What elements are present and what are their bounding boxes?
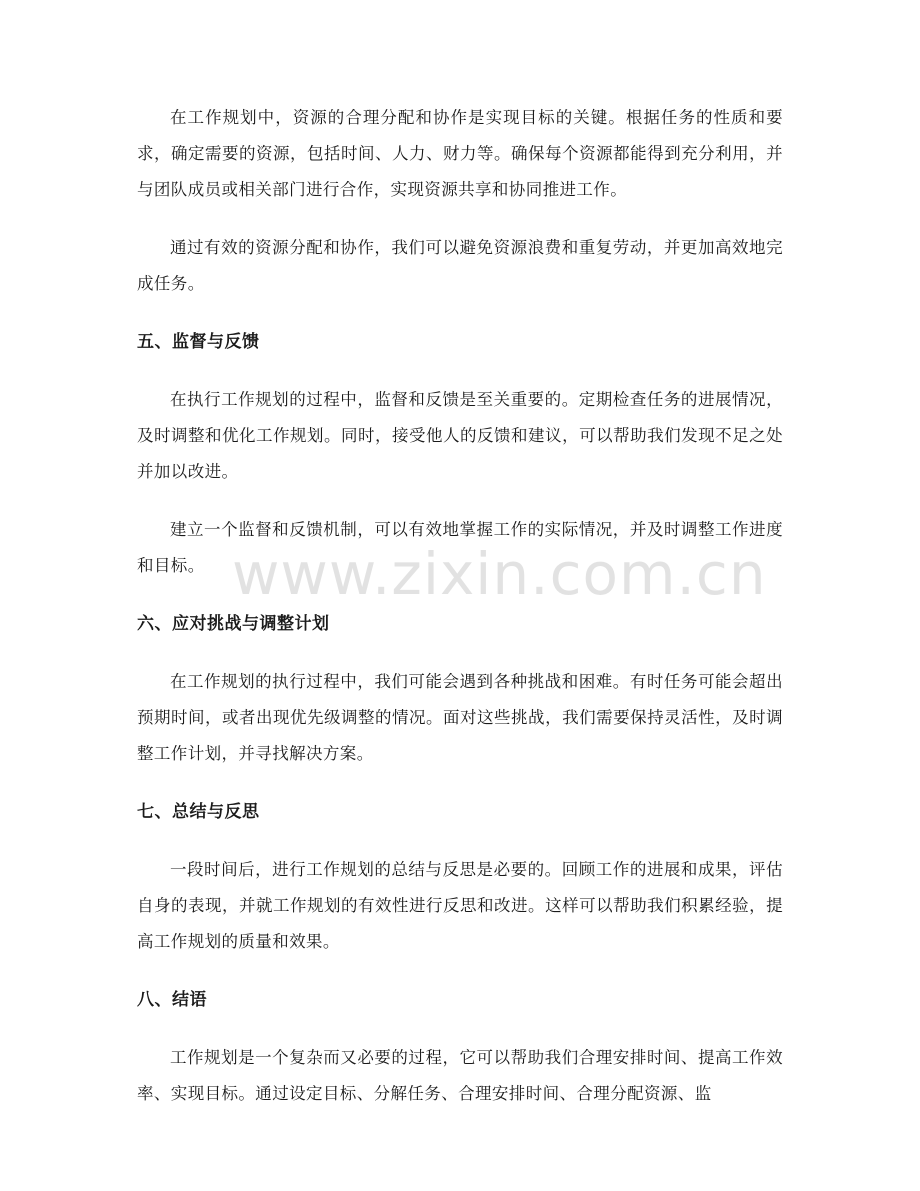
watermark: www.zixin.com.cn [232,540,767,608]
heading-supervision-feedback: 五、监督与反馈 [137,332,260,352]
paragraph-conclusion: 工作规划是一个复杂而又必要的过程，它可以帮助我们合理安排时间、提高工作效率、实现目标。通过设定目标、分解任务、合理安排时间、合理分配资源、监 [137,1048,783,1103]
paragraph-resource-allocation: 在工作规划中，资源的合理分配和协作是实现目标的关键。根据任务的性质和要求，确定需要的资源，包括时间、人力、财力等。确保每个资源都能得到充分利用，并与团队成员或相关部门进行合作，实现资源共享和协同推进工作。 [137,108,783,199]
paragraph-feedback-mechanism: 建立一个监督和反馈机制，可以有效地掌握工作的实际情况，并及时调整工作进度和目标。 [137,520,783,575]
paragraph-reflection: 一段时间后，进行工作规划的总结与反思是必要的。回顾工作的进展和成果，评估自身的表现，并就工作规划的有效性进行反思和改进。这样可以帮助我们积累经验，提高工作规划的质量和效果。 [137,860,783,951]
heading-summary-reflection: 七、总结与反思 [137,802,260,822]
heading-conclusion: 八、结语 [137,990,207,1010]
document-page [137,100,783,1112]
paragraph-supervision: 在执行工作规划的过程中，监督和反馈是至关重要的。定期检查任务的进展情况，及时调整和优化工作规划。同时，接受他人的反馈和建议，可以帮助我们发现不足之处并加以改进。 [137,390,783,481]
paragraph-challenges: 在工作规划的执行过程中，我们可能会遇到各种挑战和困难。有时任务可能会超出预期时间，或者出现优先级调整的情况。面对这些挑战，我们需要保持灵活性，及时调整工作计划，并寻找解决方案。 [137,672,783,763]
paragraph-resource-efficiency: 通过有效的资源分配和协作，我们可以避免资源浪费和重复劳动，并更加高效地完成任务。 [137,238,783,293]
heading-challenges-adjustment: 六、应对挑战与调整计划 [137,614,330,634]
